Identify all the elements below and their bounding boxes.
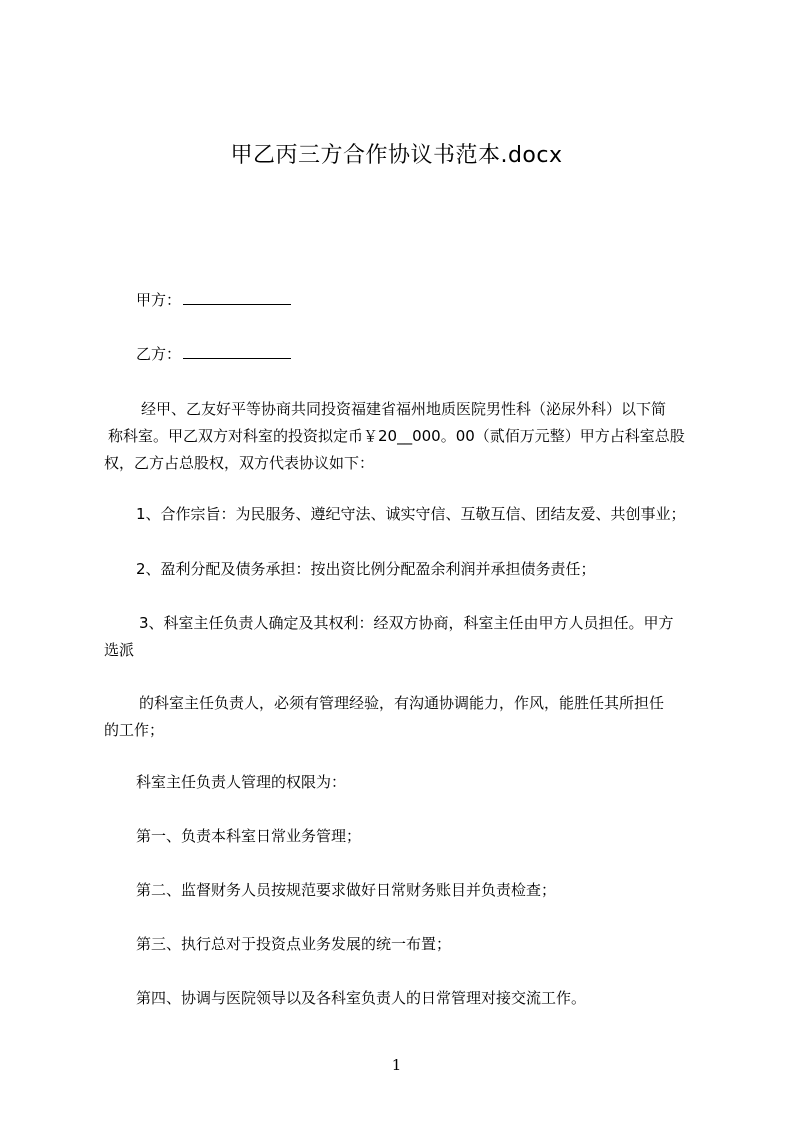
document-title: 甲乙丙三方合作协议书范本.docx — [230, 143, 563, 168]
duty-item: 第三、执行总对于投资点业务发展的统一布置； — [136, 935, 452, 953]
duty-item: 第一、负责本科室日常业务管理； — [136, 827, 362, 845]
party-b-blank — [183, 344, 291, 359]
clause-1: 1、合作宗旨：为民服务、遵纪守法、诚实守信、互敬互信、团结友爱、共创事业； — [136, 505, 686, 523]
page-number: 1 — [391, 1056, 402, 1074]
duty-item: 第二、监督财务人员按规范要求做好日常财务账目并负责检查； — [136, 881, 557, 899]
party-a-label: 甲方： — [136, 291, 182, 309]
intro-line-3: 权，乙方占总股权，双方代表协议如下： — [104, 454, 375, 472]
clause-2: 2、盈利分配及债务承担：按出资比例分配盈余利润并承担债务责任； — [136, 560, 596, 578]
duty-item: 第四、协调与医院领导以及各科室负责人的日常管理对接交流工作。 — [136, 989, 587, 1007]
intro-line-2: 称科室。甲乙双方对科室的投资拟定币￥20__000。00（贰佰万元整）甲方占科室总股 — [108, 427, 685, 445]
intro-line-1: 经甲、乙友好平等协商共同投资福建省福州地质医院男性科（泌尿外科）以下简 — [141, 400, 667, 418]
party-a-blank — [183, 290, 291, 305]
authority-heading: 科室主任负责人管理的权限为： — [136, 773, 347, 791]
party-b-line — [136, 342, 291, 366]
party-b-label: 乙方： — [136, 345, 182, 363]
party-a-line — [136, 288, 291, 312]
clause-3-cont-line-1: 的科室主任负责人，必须有管理经验，有沟通协调能力，作风，能胜任其所担任 — [139, 694, 665, 712]
clause-3-line-2: 选派 — [104, 641, 135, 659]
clause-3-line-1: 3、科室主任负责人确定及其权利：经双方协商，科室主任由甲方人员担任。甲方 — [139, 614, 674, 632]
clause-3-cont-line-2: 的工作； — [104, 721, 165, 739]
